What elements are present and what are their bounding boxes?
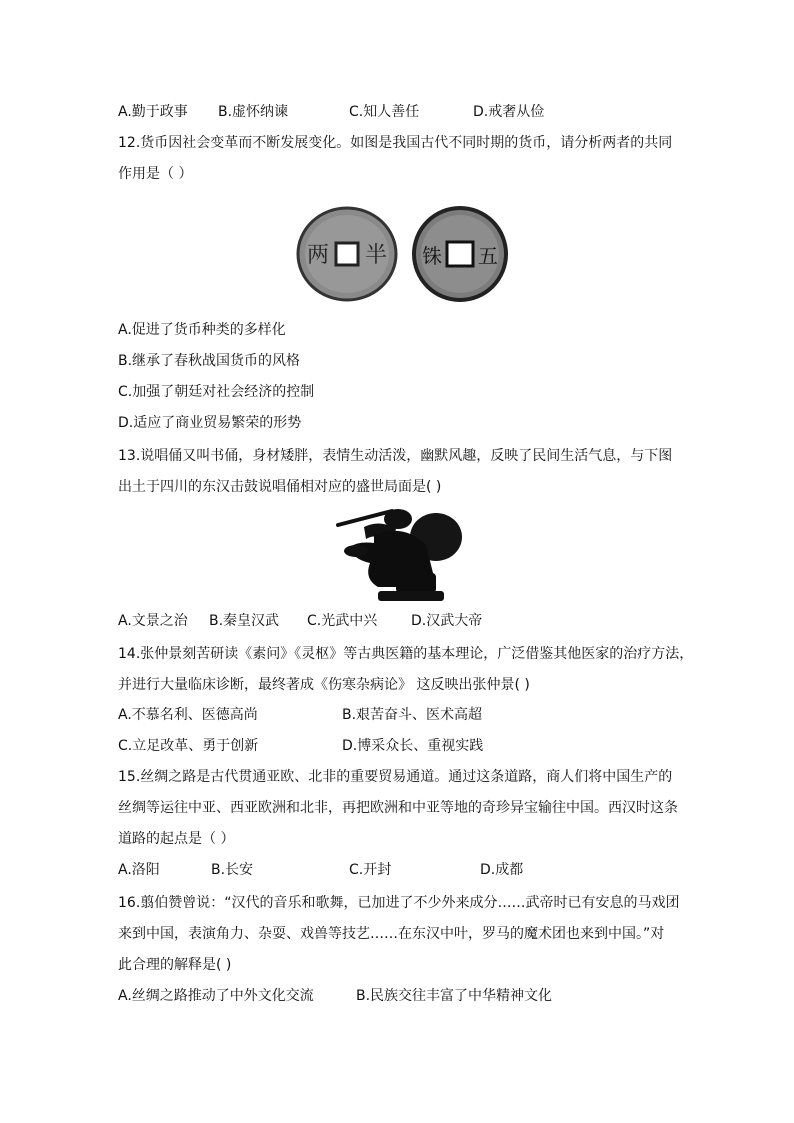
- q15-option-b: B.长安: [211, 862, 254, 878]
- q14-option-d: D.博采众长、重视实践: [342, 738, 484, 754]
- q13-stem-line1: 13.说唱俑又叫书俑，身材矮胖，表情生动活泼，幽默风趣，反映了民间生活气息，与下图: [118, 448, 673, 464]
- q14-stem-line2: 并进行大量临床诊断，最终著成《伤寒杂病论》 这反映出张仲景( ): [118, 677, 530, 693]
- q12-option-c: C.加强了朝廷对社会经济的控制: [118, 384, 315, 400]
- coin-banliang-image: [296, 206, 398, 306]
- q15-stem-line1: 15.丝绸之路是古代贯通亚欧、北非的重要贸易通道。通过这条道路，商人们将中国生产的: [118, 769, 673, 785]
- q11-option-a: A.勤于政事: [118, 104, 188, 120]
- q15-option-a: A.洛阳: [118, 862, 160, 878]
- q14-option-a: A.不慕名利、医德高尚: [118, 707, 258, 723]
- q15-option-c: C.开封: [349, 862, 392, 878]
- q13-stem-line2: 出土于四川的东汉击鼓说唱俑相对应的盛世局面是( ): [118, 479, 442, 495]
- q14-option-c: C.立足改革、勇于创新: [118, 738, 259, 754]
- q14-stem-line1: 14.张仲景刻苦研读《素问》《灵枢》等古典医籍的基本理论，广泛借鉴其他医家的治疗方法，: [118, 646, 694, 662]
- q15-stem-line2: 丝绸等运往中亚、西亚欧洲和北非，再把欧洲和中亚等地的奇珍异宝输往中国。西汉时这条: [118, 800, 678, 816]
- q12-option-a: A.促进了货币种类的多样化: [118, 322, 286, 338]
- q13-option-a: A.文景之治: [118, 613, 188, 629]
- q11-option-b: B.虚怀纳谏: [218, 104, 289, 120]
- coin-wuzhu-image: [412, 206, 508, 306]
- q16-stem-line3: 此合理的解释是( ): [118, 957, 232, 973]
- q16-stem-line1: 16.翦伯赞曾说：“汉代的音乐和歌舞，已加进了不少外来成分……武帝时已有安息的马戏团: [118, 895, 680, 911]
- q12-option-d: D.适应了商业贸易繁荣的形势: [118, 415, 302, 431]
- q14-option-b: B.艰苦奋斗、医术高超: [342, 707, 483, 723]
- coin2-char-right: 五: [478, 244, 498, 268]
- q15-stem-line3: 道路的起点是（ ）: [118, 831, 235, 847]
- q13-option-b: B.秦皇汉武: [209, 613, 280, 629]
- coin1-char-left: 两: [306, 243, 330, 268]
- q11-option-d: D.戒奢从俭: [473, 104, 545, 120]
- coin1-char-right: 半: [364, 243, 388, 268]
- q15-option-d: D.成都: [480, 862, 524, 878]
- coin2-char-left: 铢: [422, 244, 442, 268]
- q16-option-a: A.丝绸之路推动了中外文化交流: [118, 988, 314, 1004]
- q12-stem-line1: 12.货币因社会变革而不断发展变化。如图是我国古代不同时期的货币，请分析两者的共同: [118, 135, 673, 151]
- q11-option-c: C.知人善任: [349, 104, 420, 120]
- q12-option-b: B.继承了春秋战国货币的风格: [118, 353, 301, 369]
- q13-option-d: D.汉武大帝: [411, 613, 483, 629]
- q16-stem-line2: 来到中国，表演角力、杂耍、戏兽等技艺……在东汉中叶，罗马的魔术团也来到中国。”对: [118, 926, 665, 942]
- q16-option-b: B.民族交往丰富了中华精神文化: [356, 988, 553, 1004]
- drummer-figurine-image: [334, 507, 466, 607]
- q12-stem-line2: 作用是（ ）: [118, 166, 193, 182]
- q13-option-c: C.光武中兴: [307, 613, 378, 629]
